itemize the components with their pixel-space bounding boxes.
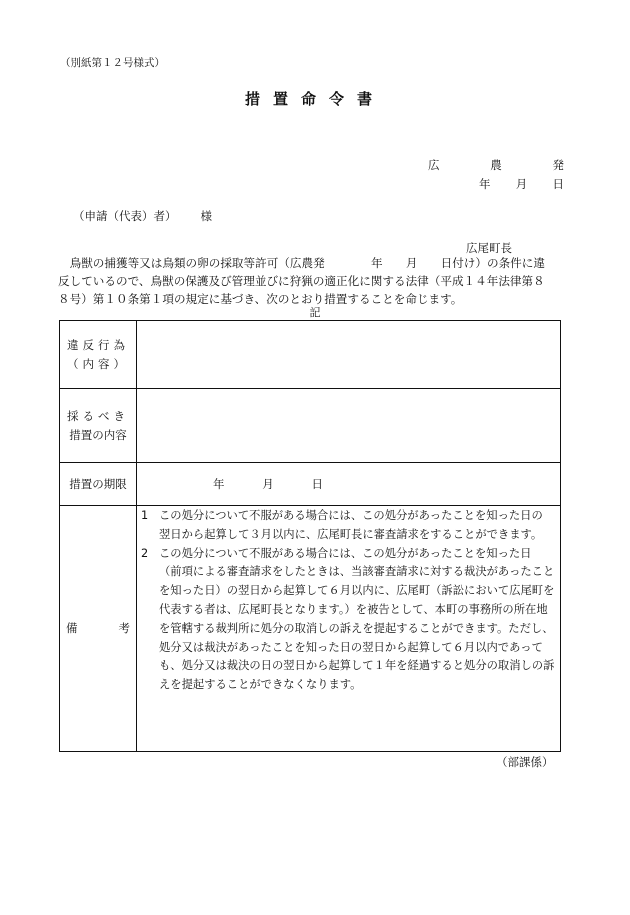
measures-row [60,389,560,463]
note-text [159,545,559,695]
violation-label-cell [60,321,137,388]
deadline-date [213,476,323,492]
remarks-label-right: 考 [118,621,130,635]
deadline-day: 日 [311,477,323,491]
recipient-honorific: 様 [200,209,212,223]
issue-date-line [479,176,564,192]
note-line: この処分について不服がある場合には、この処分があったことを知った日の [159,509,543,522]
issuer-suffix: 発 [552,158,564,172]
deadline-year: 年 [213,477,225,491]
note-text [159,507,559,545]
note-line: を管轄する裁判所に処分の取消しの訴えを提起することができます。ただし、 [159,621,554,635]
note-line: えを提起することができなくなります。 [159,678,362,692]
violation-row [60,321,560,389]
body-line: ８号）第１０条第１項の規定に基づき、次のとおり措置することを命じます。 [58,292,463,306]
remarks-notes [141,507,559,695]
form-number-label: （別紙第１２号様式） [60,57,165,69]
note-number: 1 [141,509,149,522]
violation-value-cell[interactable] [137,321,560,388]
remarks-note [141,545,559,695]
date-year: 年 [479,177,491,191]
deadline-label: 措置の期限 [69,476,127,491]
remarks-row [60,506,560,751]
body-line: 反しているので、鳥獣の保護及び管理並びに狩猟の適正化に関する法律（平成１４年法律第８ [58,274,545,288]
note-line: 処分又は裁決があったことを知った日の翌日から起算して６月以内であって [159,640,543,654]
document-title: 措置命令書 [244,90,385,108]
body-line: 鳥獣の捕獲等又は鳥類の卵の採取等許可（広農発 年 月 日付け）の条件に違 [58,256,545,270]
issuer-prefix: 広 [428,158,440,172]
recipient-line [73,208,212,224]
department-label: （部課係） [496,755,554,769]
ki-heading: 記 [309,306,321,319]
issuer-mid: 農 [490,158,502,172]
remarks-value-cell [137,506,560,751]
remarks-label-cell [60,506,137,751]
note-line: （前項による審査請求をしたときは、当該審査請求に対する裁決があったこと [159,565,555,579]
note-line: 翌日から起算して３月以内に、広尾町長に審査請求をすることができます。 [159,527,543,541]
deadline-row [60,463,560,506]
remarks-label [66,619,130,638]
measures-label: 採るべき [67,408,129,423]
violation-label-sub: （内容） [67,356,129,371]
recipient-label: （申請（代表）者） [73,209,177,223]
measure-table [59,320,561,752]
remarks-label-left: 備 [66,621,78,635]
note-line: を知った日）の翌日から起算して６月以内に、広尾町（訴訟において広尾町を [159,584,555,598]
remarks-note [141,507,559,545]
note-number: 2 [141,546,149,560]
order-body-text [58,254,564,308]
note-line: この処分について不服がある場合には、この処分があったことを知った日 [159,546,532,560]
deadline-label-cell [60,463,137,505]
issuer-number-line [428,157,564,173]
deadline-month: 月 [262,477,274,491]
note-line: も、処分又は裁決の日の翌日から起算して１年を経過すると処分の取消しの訴 [159,659,555,673]
deadline-value-cell[interactable] [137,463,560,505]
note-line: 代表する者は、広尾町長となります。）を被告として、本町の事務所の所在地 [159,602,548,616]
violation-label: 違反行為 [67,337,129,352]
measures-value-cell[interactable] [137,389,560,462]
measures-label-sub: 措置の内容 [69,427,127,442]
measures-label-cell [60,389,137,462]
date-day: 日 [552,177,564,191]
mayor-signature: 広尾町長 [466,241,512,255]
date-month: 月 [515,177,528,191]
